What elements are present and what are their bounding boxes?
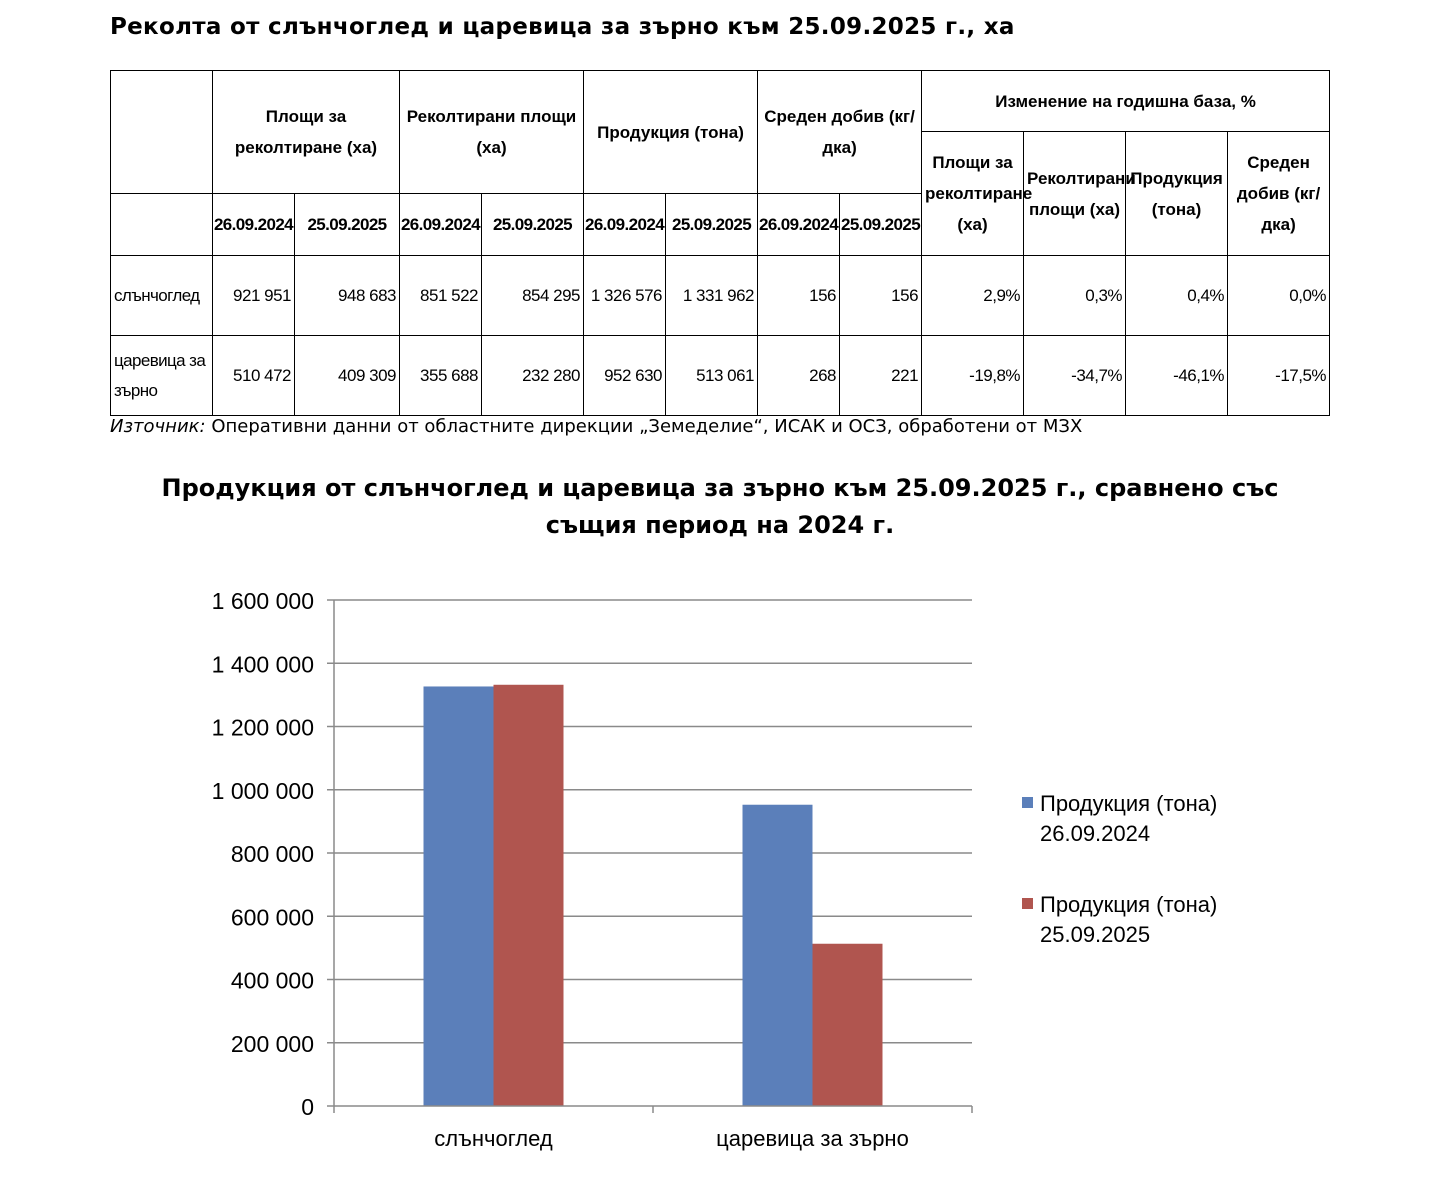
date-cell: 25.09.2025 — [482, 194, 584, 256]
harvest-table — [110, 70, 1330, 416]
source-text: Оперативни данни от областните дирекции „Земеделие“, ИСАК и ОСЗ, обработени от МЗХ — [211, 416, 1083, 437]
header-avg-yield: Среден добив (кг/дка) — [758, 71, 922, 194]
bar — [813, 944, 883, 1106]
cell: -17,5% — [1228, 336, 1330, 416]
legend-label: 25.09.2025 — [1040, 922, 1151, 947]
cell: 851 522 — [400, 256, 482, 336]
y-tick-label: 1 000 000 — [211, 777, 314, 804]
date-cell: 26.09.2024 — [400, 194, 482, 256]
bar — [424, 686, 494, 1106]
date-cell: 26.09.2024 — [584, 194, 666, 256]
cell: 156 — [840, 256, 922, 336]
legend — [1022, 791, 1217, 947]
table-title: Реколта от слънчоглед и царевица за зърно към 25.09.2025 г., ха — [110, 14, 1015, 40]
cell: 921 951 — [213, 256, 295, 336]
cell: -46,1% — [1126, 336, 1228, 416]
y-tick-label: 0 — [301, 1094, 314, 1120]
cell: 0,3% — [1024, 256, 1126, 336]
cell: 0,4% — [1126, 256, 1228, 336]
cell: 1 331 962 — [666, 256, 758, 336]
cell: 221 — [840, 336, 922, 416]
cell: 854 295 — [482, 256, 584, 336]
date-cell: 26.09.2024 — [758, 194, 840, 256]
y-tick-label: 1 200 000 — [211, 714, 314, 741]
header-production: Продукция (тона) — [584, 71, 758, 194]
date-cell: 25.09.2025 — [840, 194, 922, 256]
chart-title — [0, 470, 1440, 544]
y-tick-label: 800 000 — [230, 841, 314, 867]
y-tick-label: 200 000 — [230, 1030, 314, 1057]
corner-cell — [111, 71, 213, 194]
cell: 510 472 — [213, 336, 295, 416]
x-tick-label: слънчоглед — [434, 1126, 553, 1151]
date-cell: 25.09.2025 — [295, 194, 400, 256]
cell: 232 280 — [482, 336, 584, 416]
row-header-blank — [111, 194, 213, 256]
row-label: слънчоглед — [111, 256, 213, 336]
y-tick-label: 1 400 000 — [211, 651, 314, 678]
change-sub-avg-yield: Среден добив (кг/дка) — [1228, 132, 1330, 256]
y-tick-label: 600 000 — [230, 904, 314, 931]
production-bar-chart — [0, 560, 1440, 1160]
cell: 0,0% — [1228, 256, 1330, 336]
cell: 409 309 — [295, 336, 400, 416]
x-tick-label: царевица за зърно — [716, 1126, 909, 1151]
legend-label: Продукция (тона) — [1040, 892, 1218, 917]
y-tick-label: 1 600 000 — [211, 588, 314, 614]
date-cell: 25.09.2025 — [666, 194, 758, 256]
bar — [494, 685, 564, 1106]
source-note — [110, 416, 1082, 437]
cell: 355 688 — [400, 336, 482, 416]
cell: 1 326 576 — [584, 256, 666, 336]
cell: 156 — [758, 256, 840, 336]
change-sub-harvest-area: Площи за реколтиране (ха) — [922, 132, 1024, 256]
source-label: Източник: — [110, 416, 206, 437]
chart-title-line1: Продукция от слънчоглед и царевица за зърно към 25.09.2025 г., сравнено със — [161, 474, 1279, 502]
header-change: Изменение на годишна база, % — [922, 71, 1330, 132]
table-row — [111, 336, 1330, 416]
legend-label: 26.09.2024 — [1040, 821, 1151, 846]
bar — [743, 805, 813, 1106]
change-sub-harvested-area: Реколтирани площи (ха) — [1024, 132, 1126, 256]
cell: 268 — [758, 336, 840, 416]
row-label: царевица за зърно — [111, 336, 213, 416]
legend-swatch — [1022, 898, 1033, 909]
legend-swatch — [1022, 797, 1033, 808]
y-tick-label: 400 000 — [230, 967, 314, 994]
cell: -19,8% — [922, 336, 1024, 416]
cell: 952 630 — [584, 336, 666, 416]
cell: 2,9% — [922, 256, 1024, 336]
date-cell: 26.09.2024 — [213, 194, 295, 256]
cell: 513 061 — [666, 336, 758, 416]
header-harvested-area: Реколтирани площи (ха) — [400, 71, 584, 194]
header-harvest-area: Площи за реколтиране (ха) — [213, 71, 400, 194]
change-sub-production: Продукция (тона) — [1126, 132, 1228, 256]
chart-title-line2: същия период на 2024 г. — [545, 511, 895, 539]
table-row — [111, 256, 1330, 336]
legend-label: Продукция (тона) — [1040, 791, 1218, 816]
cell: 948 683 — [295, 256, 400, 336]
cell: -34,7% — [1024, 336, 1126, 416]
